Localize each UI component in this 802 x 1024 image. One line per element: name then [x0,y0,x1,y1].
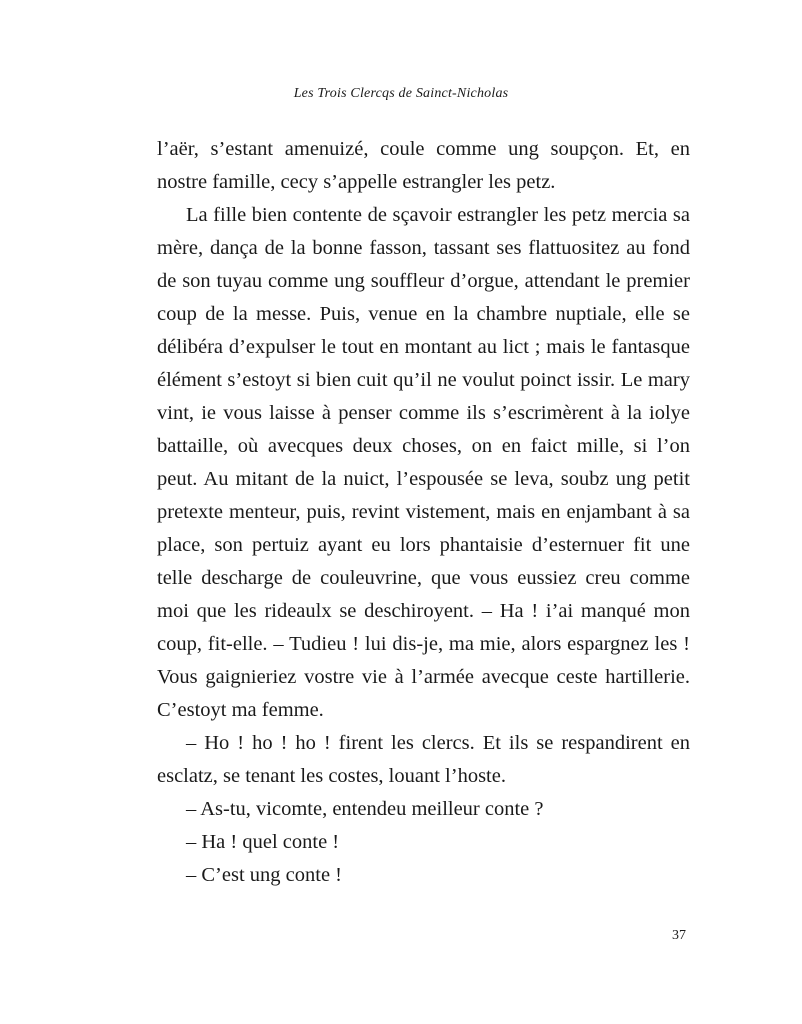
body-text [157,133,690,892]
paragraph-clercs-laugh: – Ho ! ho ! ho ! firent les clercs. Et ils se respandirent en esclatz, se tenant les costes, louant l’hoste. [157,732,690,787]
dialogue-line: – C’est ung conte ! [186,864,342,886]
paragraph-continued: l’aër, s’estant amenuizé, coule comme ung soupçon. Et, en nostre famille, cecy s’appelle estrangler les petz. [157,138,690,193]
page-number: 37 [672,928,686,943]
paragraph-story: La fille bien contente de sçavoir estrangler les petz mercia sa mère, dança de la bonne fasson, tassant ses flattuositez au fond de son tuyau comme ung souffleur d’orgue, attendant le premier coup de la messe. Puis, venue en la chambre nuptiale, elle se délibéra d’expulser le tout en montant au lict ; mais le fantasque élément s’estoyt si bien cuit qu’il ne voulut poinct issir. Le mary vint, ie vous laisse à penser comme ils s’escrimèrent à la iolye battaille, où avecques deux choses, on en faict mille, si l’on peut. Au mitant de la nuict, l’espousée se leva, soubz ung petit pretexte menteur, puis, revint vistement, mais en enjambant à sa place, son pertuiz ayant eu lors phantaisie d’esternuer fit une telle descharge de couleuvrine, que vous eussiez creu comme moi que les rideaulx se deschiroyent. – Ha ! i’ai manqué mon coup, fit-elle. – Tudieu ! lui dis-je, ma mie, alors espargnez les ! Vous gaignieriez vostre vie à l’armée avecque ceste hartillerie. C’estoyt ma femme. [157,204,690,721]
dialogue-line: – As-tu, vicomte, entendeu meilleur conte ? [186,798,544,820]
running-head: Les Trois Clercqs de Sainct-Nicholas [293,86,509,101]
dialogue-line: – Ha ! quel conte ! [186,831,340,853]
